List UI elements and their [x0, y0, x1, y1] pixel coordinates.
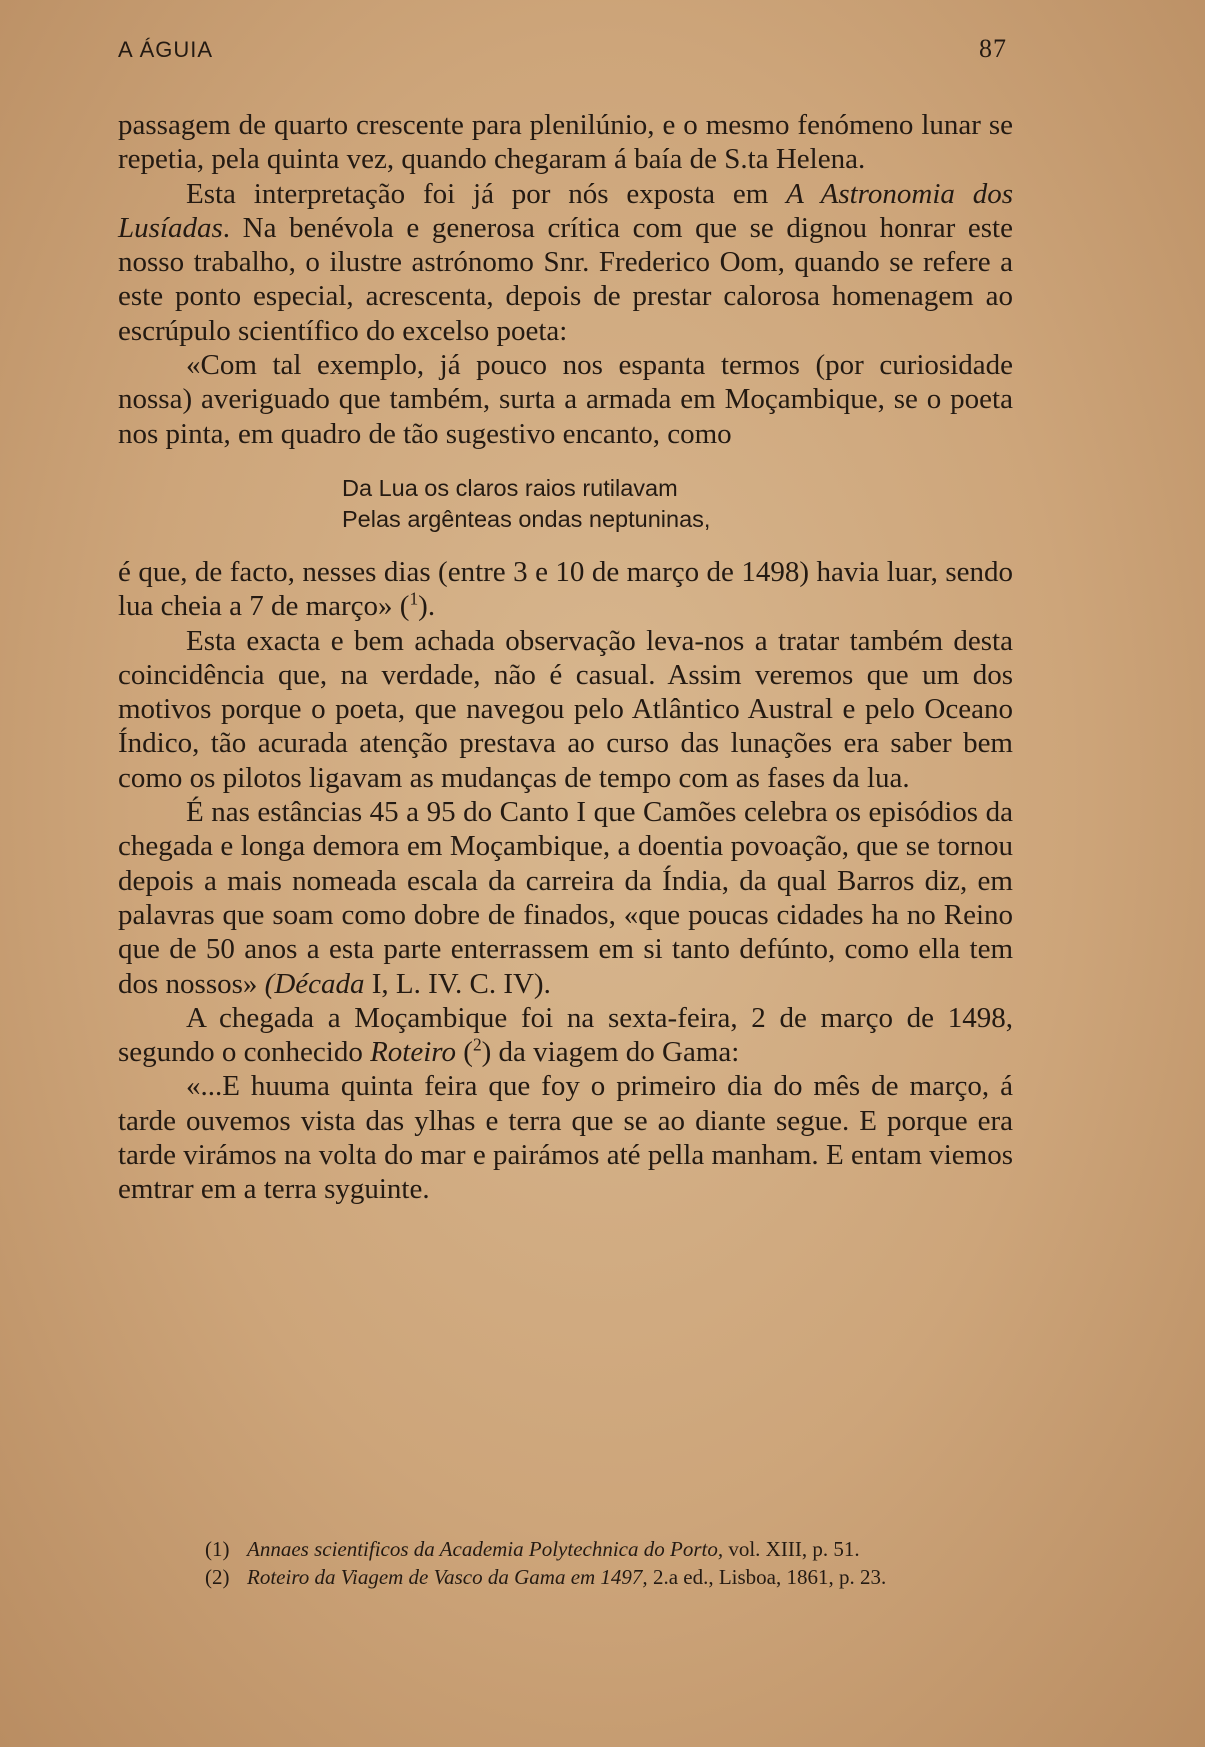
paragraph-4-close: ).	[418, 590, 436, 623]
footnote-title: Roteiro da Viagem de Vasco da Gama em 1497,	[247, 1565, 648, 1589]
paragraph-1: passagem de quarto crescente para plenilúnio, e o mesmo fenómeno lunar se repetia, pela quinta vez, quando chegaram á baía de S.ta Helena.	[118, 109, 1013, 176]
work-title: (Década	[264, 967, 365, 1000]
verse-quote	[342, 473, 1013, 535]
footnote-title: Annaes scientificos da Academia Polytechnica do Porto,	[247, 1537, 724, 1561]
verse-line: Da Lua os claros raios rutilavam	[342, 474, 678, 501]
paragraph-7	[118, 1001, 1013, 1070]
paragraph-8: «...E huuma quinta feira que foy o primeiro dia do mês de março, á tarde ouvemos vista das ylhas e terra que se ao diante segue. E porque era tarde virámos na volta do mar e pairámos até pella manham. E entam viemos emtrar em a terra syguinte.	[118, 1070, 1013, 1206]
footnote-rest: vol. XIII, p. 51.	[723, 1537, 860, 1561]
paragraph-4	[118, 555, 1013, 624]
footnote-mark: (1)	[205, 1537, 230, 1561]
paragraph-7-text-a: A chegada a Moçambique foi na sexta-feira, 2 de março de 1498, segundo o conhecido	[118, 1001, 1013, 1069]
footnote-ref: 2	[472, 1034, 482, 1055]
paragraph-7-ref-open: (	[456, 1036, 473, 1069]
work-title: Roteiro	[370, 1036, 457, 1069]
footnote-mark: (2)	[205, 1565, 230, 1589]
footnote-ref: 1	[409, 588, 419, 609]
paragraph-3: «Com tal exemplo, já pouco nos espanta termos (por curiosidade nossa) averiguado que também, surta a armada em Moçambique, se o poeta nos pinta, em quadro de tão sugestivo encanto, como	[118, 349, 1013, 450]
running-header	[118, 34, 1007, 64]
verse-line: Pelas argênteas ondas neptuninas,	[342, 505, 711, 532]
paragraph-2-text-b: . Na benévola e generosa crítica com que se dignou honrar este nosso trabalho, o ilustre astrónomo Snr. Frederico Oom, quando se refere a este ponto especial, acrescenta, depois de prestar calorosa homenagem ao escrúpulo scientífico do excelso poeta:	[118, 211, 1013, 347]
running-title: A ÁGUIA	[118, 37, 214, 62]
paragraph-7-text-b: ) da viagem do Gama:	[481, 1036, 740, 1069]
paragraph-4-text: é que, de facto, nesses dias (entre 3 e 10 de março de 1498) havia luar, sendo lua cheia a 7 de março» (	[118, 555, 1013, 623]
paragraph-5: Esta exacta e bem achada observação leva-nos a tratar também desta coincidência que, na verdade, não é casual. Assim veremos que um dos motivos porque o poeta, que navegou pelo Atlântico Austral e pelo Oceano Índico, tão acurada atenção prestava ao curso das lunações era saber bem como os pilotos ligavam as mudanças de tempo com as fases da lua.	[118, 624, 1013, 794]
footnote	[205, 1563, 1035, 1591]
paragraph-6-ref: I, L. IV. C. IV).	[364, 967, 551, 1000]
footnote-rest: 2.a ed., Lisboa, 1861, p. 23.	[647, 1565, 887, 1589]
page-number: 87	[979, 34, 1007, 63]
paragraph-2-text-a: Esta interpretação foi já por nós exposta em	[186, 177, 787, 210]
book-title: A Astronomia dos Lusíadas	[118, 177, 1014, 244]
footnote	[205, 1535, 1035, 1563]
paragraph-2	[118, 177, 1013, 348]
paragraph-6	[118, 795, 1013, 1001]
paragraph-6-text: É nas estâncias 45 a 95 do Canto I que Camões celebra os episódios da chegada e longa demora em Moçambique, a doentia povoação, que se tornou depois a mais nomeada escala da carreira da Índia, da qual Barros diz, em palavras que soam como dobre de finados, «que poucas cidades ha no Reino que de 50 anos a esta parte enterrassem em si tanto defúnto, como ella tem dos nossos»	[118, 796, 1013, 1000]
body-text	[118, 108, 1013, 1207]
